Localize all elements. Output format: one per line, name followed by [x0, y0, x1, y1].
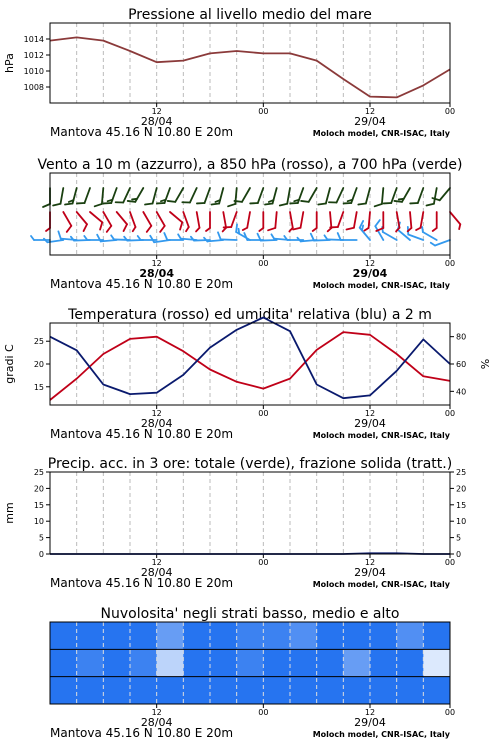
- wind-barb-700hpa: [427, 187, 437, 207]
- panel-cloud-title: Nuvolosita' negli strati basso, medio e alto: [100, 606, 400, 622]
- wind-barb-850hpa: [193, 212, 200, 231]
- panel-pressure-ytick-label: 1008: [23, 83, 44, 92]
- wind-barb-shaft: [205, 188, 210, 203]
- wind-barb-shaft: [153, 188, 157, 203]
- wind-barb-850hpa: [166, 212, 185, 230]
- wind-barb-feather: [197, 201, 205, 206]
- wind-barb-700hpa: [197, 186, 210, 206]
- wind-barb-shaft: [183, 212, 188, 227]
- wind-barb-feather: [44, 238, 48, 242]
- wind-barb-shaft: [301, 212, 304, 228]
- wind-barb-feather: [358, 221, 365, 228]
- panel-precip-ytick-label: 20: [33, 484, 44, 494]
- wind-barb-feather: [313, 228, 317, 231]
- wind-barb-10m: [97, 233, 117, 242]
- panel-pressure-ytick-label: 1014: [23, 35, 44, 44]
- wind-barb-850hpa: [330, 210, 343, 230]
- panel-pressure-ylabel-left: hPa: [3, 53, 16, 73]
- wind-barb-700hpa: [228, 187, 237, 207]
- wind-barb-700hpa: [265, 186, 277, 206]
- wind-barb-feather: [58, 231, 62, 238]
- wind-barb-shaft: [434, 188, 437, 204]
- panel-precip-xtick-label: 00: [258, 558, 269, 567]
- cloud-cell-medio: [237, 649, 264, 676]
- cloud-cell-alto: [237, 622, 264, 649]
- panel-precip-ytick-label: 0: [38, 550, 44, 559]
- cloud-cell-alto: [343, 622, 370, 649]
- cloud-cell-medio: [263, 649, 290, 676]
- cloud-cell-alto: [423, 622, 450, 649]
- panel-precip-date-1: 28/04: [140, 566, 173, 579]
- cloud-cell-basso: [317, 677, 344, 704]
- wind-barb-feather: [416, 227, 420, 231]
- wind-barb-700hpa: [145, 186, 157, 206]
- panel-temperature-xtick-label: 00: [258, 409, 269, 418]
- panel-pressure-xtick-label: 12: [364, 107, 376, 116]
- cloud-cell-basso: [263, 677, 290, 704]
- wind-barb-10m: [284, 236, 303, 240]
- wind-barb-850hpa: [206, 212, 210, 231]
- wind-barb-850hpa: [293, 211, 303, 231]
- cloud-cell-basso: [397, 677, 424, 704]
- panel-pressure-ytick-label: 1012: [23, 51, 44, 60]
- panel-pressure-ytick-label: 1010: [23, 67, 44, 76]
- wind-barb-shaft: [231, 212, 236, 227]
- panel-precip-ytick-label: 5: [456, 533, 462, 543]
- cloud-cell-alto: [103, 622, 130, 649]
- wind-barb-700hpa: [344, 186, 357, 206]
- wind-barb-feather: [218, 232, 221, 239]
- wind-barb-shaft: [309, 188, 317, 202]
- wind-barb-700hpa: [65, 186, 77, 206]
- wind-barb-shaft: [383, 232, 397, 240]
- cloud-cell-medio: [157, 649, 184, 676]
- wind-barb-10m: [178, 234, 197, 240]
- panel-precip-source: Moloch model, CNR-ISAC, Italy: [312, 580, 450, 589]
- cloud-cell-alto: [290, 622, 317, 649]
- cloud-cell-basso: [343, 677, 370, 704]
- wind-barb-feather: [243, 227, 247, 231]
- wind-barb-feather: [318, 202, 326, 207]
- wind-barb-850hpa: [46, 212, 50, 231]
- wind-barb-700hpa: [318, 186, 330, 206]
- panel-precip-frame: [50, 472, 450, 554]
- wind-barb-700hpa: [329, 185, 343, 205]
- wind-barb-10m: [31, 236, 50, 240]
- panel-precip-ylabel-left: mm: [3, 502, 16, 524]
- cloud-cell-basso: [103, 677, 130, 704]
- wind-barb-shaft: [382, 188, 383, 204]
- panel-precip-ytick-label: 15: [33, 500, 44, 510]
- panel-wind-source: Moloch model, CNR-ISAC, Italy: [312, 281, 450, 290]
- cloud-cell-basso: [237, 677, 264, 704]
- panel-cloud-xtick-label: 00: [258, 708, 269, 717]
- panel-temperature-location: Mantova 45.16 N 10.80 E 20m: [50, 427, 234, 441]
- panel-wind-location: Mantova 45.16 N 10.80 E 20m: [50, 277, 234, 291]
- panel-wind-xtick-label: 12: [151, 259, 162, 268]
- cloud-cell-basso: [210, 677, 237, 704]
- wind-barb-feather: [301, 198, 309, 204]
- wind-barb-700hpa: [290, 186, 303, 206]
- wind-barb-shaft: [223, 212, 226, 228]
- wind-barb-shaft: [77, 212, 87, 224]
- wind-barb-shaft: [157, 212, 165, 226]
- wind-barb-feather: [268, 227, 275, 231]
- wind-barb-shaft: [85, 188, 90, 203]
- wind-barb-850hpa: [219, 212, 226, 231]
- wind-barb-700hpa: [182, 185, 196, 205]
- wind-barb-feather: [374, 220, 382, 226]
- cloud-cell-basso: [290, 677, 317, 704]
- panel-pressure-date-2: 29/04: [354, 115, 386, 128]
- wind-barb-feather: [196, 228, 200, 232]
- wind-barb-feather: [53, 203, 60, 207]
- wind-barb-feather: [384, 201, 392, 206]
- wind-barb-10m: [338, 233, 357, 240]
- cloud-cell-medio: [370, 649, 397, 676]
- wind-barb-850hpa: [326, 212, 332, 231]
- wind-barb-feather: [164, 233, 167, 240]
- panel-temperature-date-1: 28/04: [140, 417, 173, 430]
- cloud-cell-medio: [423, 649, 450, 676]
- cloud-cell-medio: [50, 649, 77, 676]
- wind-barb-feather: [65, 226, 73, 232]
- panel-precip-ytick-label: 10: [456, 517, 467, 527]
- panel-cloud-xtick-label: 00: [444, 708, 456, 717]
- wind-barb-feather: [46, 228, 50, 231]
- cloud-cell-basso: [183, 677, 210, 704]
- wind-barb-10m: [58, 231, 78, 240]
- panel-temperature-ylabel-left: gradi C: [3, 344, 16, 384]
- panel-wind-date-2: 29/04: [352, 267, 388, 280]
- wind-barb-10m: [358, 221, 376, 240]
- wind-barb-700hpa: [280, 187, 290, 207]
- wind-barb-feather: [31, 236, 34, 240]
- wind-barb-shaft: [408, 235, 423, 240]
- panel-cloud-date-2: 29/04: [354, 716, 386, 729]
- wind-barb-shaft: [275, 212, 276, 228]
- cloud-cell-medio: [183, 649, 210, 676]
- wind-barb-feather: [228, 203, 235, 207]
- wind-barb-shaft: [326, 188, 330, 203]
- wind-barb-feather: [150, 235, 154, 242]
- wind-barb-feather: [116, 200, 124, 206]
- panel-wind-xtick-label: 12: [364, 259, 376, 268]
- wind-barb-feather: [297, 237, 300, 241]
- panel-wind-date-1: 28/04: [139, 267, 174, 280]
- cloud-cell-basso: [370, 677, 397, 704]
- cloud-cell-basso: [157, 677, 184, 704]
- wind-barb-feather: [280, 203, 287, 207]
- wind-barb-shaft: [418, 188, 423, 203]
- wind-barb-850hpa: [433, 212, 437, 231]
- cloud-cell-basso: [423, 677, 450, 704]
- wind-barb-700hpa: [358, 186, 370, 206]
- wind-barb-shaft: [423, 232, 437, 240]
- cloud-cell-alto: [317, 622, 344, 649]
- wind-barb-850hpa: [243, 211, 250, 230]
- temperature-series-line: [50, 332, 450, 400]
- wind-barb-feather: [364, 228, 368, 231]
- panel-pressure-xtick-label: 12: [151, 107, 162, 116]
- panel-temperature-ytick-label: 25: [33, 337, 44, 347]
- wind-barb-shaft: [258, 188, 263, 203]
- wind-barb-feather: [410, 201, 418, 206]
- wind-barb-700hpa: [104, 186, 117, 206]
- cloud-cell-alto: [370, 622, 397, 649]
- panel-temperature-source: Moloch model, CNR-ISAC, Italy: [312, 431, 450, 440]
- wind-barb-shaft: [450, 212, 460, 224]
- cloud-cell-medio: [290, 649, 317, 676]
- panel-temperature-title: Temperatura (rosso) ed umidita' relativa (blu) a 2 m: [68, 307, 432, 323]
- wind-barb-feather: [259, 228, 263, 231]
- cloud-cell-alto: [397, 622, 424, 649]
- wind-barb-10m: [138, 236, 157, 240]
- wind-barb-feather: [427, 203, 434, 207]
- cloud-cell-medio: [77, 649, 104, 676]
- wind-barb-700hpa: [375, 187, 384, 207]
- wind-barb-850hpa: [286, 212, 293, 231]
- cloud-cell-medio: [397, 649, 424, 676]
- panel-cloud-date-1: 28/04: [140, 716, 173, 729]
- panel-temperature-ylabel-right: %: [479, 358, 492, 370]
- wind-barb-700hpa: [53, 187, 63, 207]
- wind-barb-10m: [218, 232, 237, 240]
- wind-barb-feather: [293, 227, 300, 231]
- wind-barb-700hpa: [212, 186, 224, 206]
- cloud-cell-medio: [317, 649, 344, 676]
- wind-barb-feather: [145, 202, 153, 207]
- wind-barb-850hpa: [86, 212, 105, 230]
- wind-barb-850hpa: [268, 211, 277, 231]
- wind-barb-shaft: [175, 188, 183, 202]
- wind-barb-shaft: [337, 188, 344, 203]
- wind-barb-shaft: [354, 212, 357, 228]
- wind-barb-feather: [132, 227, 137, 231]
- wind-barb-700hpa: [250, 186, 263, 206]
- panel-precip-xtick-label: 12: [364, 558, 376, 567]
- wind-barb-feather: [122, 224, 129, 231]
- wind-barb-700hpa: [384, 186, 397, 206]
- wind-barb-feather: [43, 204, 50, 207]
- wind-barb-feather: [105, 226, 113, 232]
- wind-barb-850hpa: [447, 212, 462, 229]
- wind-barb-850hpa: [151, 212, 167, 232]
- cloud-cell-basso: [77, 677, 104, 704]
- wind-barb-feather: [347, 227, 354, 231]
- wind-barb-shaft: [103, 212, 111, 226]
- panel-cloud-location: Mantova 45.16 N 10.80 E 20m: [50, 726, 234, 740]
- wind-barb-850hpa: [71, 212, 89, 231]
- wind-barb-feather: [324, 235, 327, 239]
- cloud-cell-medio: [210, 649, 237, 676]
- panel-precip-ytick-label: 20: [456, 484, 467, 494]
- panel-wind-title: Vento a 10 m (azzurro), a 850 hPa (rosso), a 700 hPa (verde): [37, 157, 463, 173]
- cloud-cell-alto: [157, 622, 184, 649]
- panel-temperature-xtick-label: 12: [364, 409, 376, 418]
- wind-barb-feather: [358, 202, 366, 207]
- cloud-cell-alto: [210, 622, 237, 649]
- wind-barb-shaft: [366, 188, 370, 203]
- wind-barb-shaft: [117, 212, 127, 224]
- panel-pressure-location: Mantova 45.16 N 10.80 E 20m: [50, 125, 234, 139]
- wind-barb-850hpa: [313, 212, 317, 231]
- wind-barb-shaft: [338, 212, 343, 227]
- wind-barb-700hpa: [77, 186, 90, 206]
- wind-barb-850hpa: [347, 211, 357, 231]
- wind-barb-feather: [271, 234, 274, 238]
- panel-pressure-xtick-label: 00: [258, 107, 269, 116]
- panel-precip-xtick-label: 00: [444, 558, 456, 567]
- panel-precip-date-2: 29/04: [354, 566, 386, 579]
- wind-barb-feather: [433, 228, 437, 231]
- panel-precip-ytick-label: 0: [456, 550, 462, 559]
- panel-precip-location: Mantova 45.16 N 10.80 E 20m: [50, 576, 234, 590]
- panel-temperature-ytick-label: 40: [456, 387, 467, 397]
- wind-barb-shaft: [197, 212, 200, 228]
- wind-barb-feather: [185, 227, 190, 231]
- panel-precip-xtick-label: 12: [151, 558, 162, 567]
- wind-barb-850hpa: [57, 212, 73, 232]
- panel-temperature-ytick-label: 60: [456, 360, 467, 369]
- wind-barb-700hpa: [410, 186, 423, 206]
- wind-barb-850hpa: [364, 212, 370, 231]
- cloud-cell-alto: [183, 622, 210, 649]
- panel-temperature-ytick-label: 20: [33, 360, 44, 369]
- wind-barb-feather: [82, 224, 89, 231]
- panel-precip-ytick-label: 25: [456, 468, 467, 477]
- panel-precip-ytick-label: 10: [33, 517, 44, 527]
- wind-barb-shaft: [247, 212, 250, 228]
- wind-barb-feather: [95, 203, 102, 207]
- cloud-cell-alto: [130, 622, 157, 649]
- wind-barb-feather: [77, 201, 85, 206]
- wind-barb-feather: [375, 203, 382, 207]
- panel-temperature-date-2: 29/04: [354, 417, 386, 430]
- cloud-cell-basso: [50, 677, 77, 704]
- panel-precip-title: Precip. acc. in 3 ore: totale (verde), frazione solida (tratt.): [47, 456, 453, 472]
- wind-barb-feather: [111, 235, 114, 239]
- wind-barb-feather: [250, 201, 258, 206]
- panel-pressure-xtick-label: 00: [444, 107, 456, 116]
- panel-temperature-ytick-label: 80: [456, 332, 467, 342]
- wind-barb-700hpa: [43, 188, 50, 207]
- wind-barb-850hpa: [137, 212, 153, 232]
- cloud-cell-alto: [77, 622, 104, 649]
- panel-precip-ytick-label: 15: [456, 500, 467, 510]
- wind-barb-shaft: [242, 188, 250, 202]
- wind-barb-850hpa: [393, 212, 400, 231]
- panel-pressure-source: Moloch model, CNR-ISAC, Italy: [312, 129, 450, 138]
- wind-barb-700hpa: [95, 187, 104, 207]
- wind-barb-shaft: [221, 239, 237, 240]
- cloud-cell-basso: [130, 677, 157, 704]
- wind-barb-shaft: [330, 212, 331, 228]
- wind-barb-850hpa: [111, 212, 129, 231]
- wind-barb-850hpa: [406, 212, 412, 231]
- panel-cloud-xtick-label: 12: [151, 708, 162, 717]
- wind-barb-shaft: [410, 212, 411, 228]
- panel-cloud-source: Moloch model, CNR-ISAC, Italy: [312, 730, 450, 739]
- wind-barb-feather: [168, 198, 176, 204]
- wind-barb-850hpa: [224, 210, 237, 230]
- wind-barb-feather: [145, 226, 153, 232]
- wind-barb-shaft: [63, 212, 71, 226]
- panel-wind-xtick-label: 00: [444, 259, 456, 268]
- cloud-cell-alto: [50, 622, 77, 649]
- wind-barb-feather: [329, 200, 337, 206]
- panel-temperature-xtick-label: 00: [444, 409, 456, 418]
- panel-precip-ytick-label: 5: [38, 533, 44, 543]
- wind-barb-shaft: [170, 212, 182, 222]
- panel-temperature-frame: [50, 323, 450, 405]
- wind-barb-850hpa: [259, 212, 263, 231]
- cloud-cell-medio: [343, 649, 370, 676]
- wind-barb-feather: [178, 234, 181, 238]
- wind-barb-shaft: [61, 188, 64, 204]
- wind-barb-feather: [206, 228, 210, 231]
- wind-barb-shaft: [143, 212, 151, 226]
- wind-barb-feather: [327, 228, 331, 231]
- wind-barb-shaft: [130, 212, 135, 227]
- panel-pressure-title: Pressione al livello medio del mare: [128, 7, 372, 23]
- wind-barb-700hpa: [157, 186, 170, 206]
- panel-pressure-frame: [50, 23, 450, 103]
- wind-barb-shaft: [190, 188, 197, 203]
- panel-pressure-date-1: 28/04: [140, 115, 173, 128]
- wind-barb-feather: [159, 226, 167, 232]
- pressure-series-line: [50, 37, 450, 97]
- wind-barb-feather: [457, 224, 462, 229]
- panel-wind-xtick-label: 00: [258, 259, 269, 268]
- wind-barb-feather: [431, 242, 435, 247]
- panel-cloud-xtick-label: 12: [364, 708, 376, 717]
- panel-temperature-xtick-label: 12: [151, 409, 162, 418]
- wind-barb-850hpa: [126, 212, 136, 231]
- wind-barb-10m: [374, 220, 390, 240]
- cloud-cell-medio: [103, 649, 130, 676]
- panel-precip-ytick-label: 25: [33, 468, 44, 477]
- cloud-cell-medio: [130, 649, 157, 676]
- wind-barb-shaft: [90, 212, 102, 222]
- wind-barb-shaft: [440, 188, 450, 200]
- panel-temperature-ytick-label: 15: [33, 382, 44, 392]
- wind-barb-shaft: [261, 240, 277, 241]
- wind-barb-700hpa: [116, 185, 130, 205]
- wind-barb-shaft: [435, 240, 450, 245]
- cloud-cell-alto: [263, 622, 290, 649]
